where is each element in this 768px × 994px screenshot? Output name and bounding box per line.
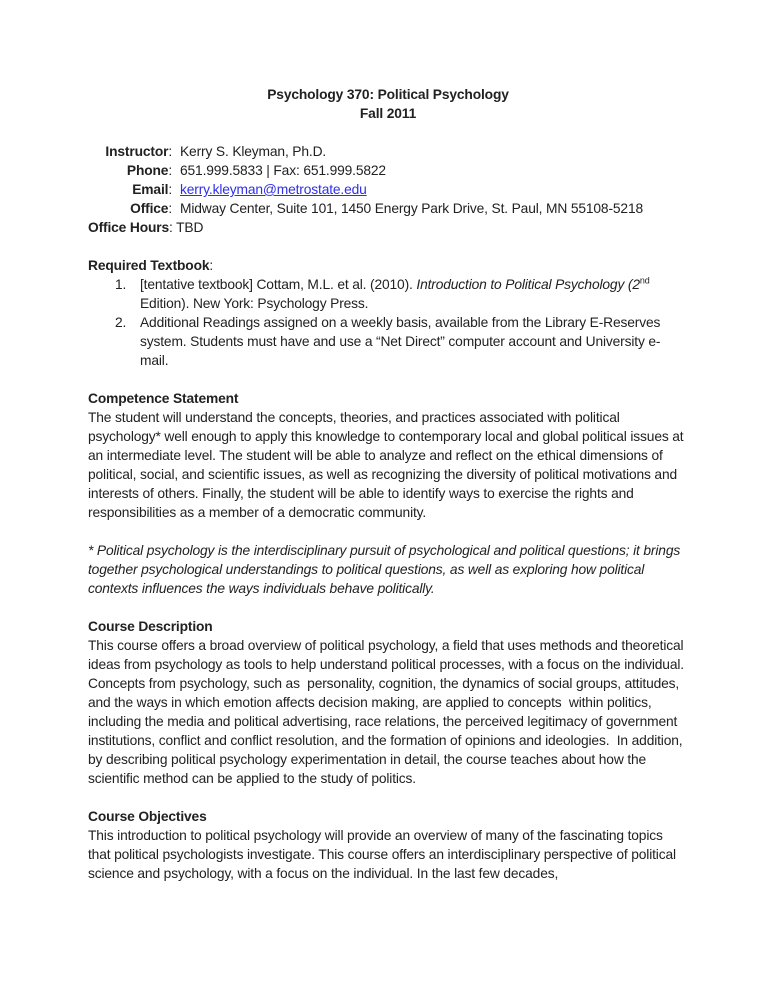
phone-label-sep: : — [168, 163, 172, 178]
instructor-label — [88, 142, 172, 161]
phone-label — [88, 161, 172, 180]
email-label-sep: : — [168, 182, 172, 197]
course-title: Psychology 370: Political Psychology — [267, 87, 509, 102]
instructor-label-text: Instructor — [105, 144, 169, 159]
competence-statement-section — [88, 389, 688, 598]
course-objectives-body: This introduction to political psychology will provide an overview of many of the fascinating topics that political psychologists investigate. This course offers an interdisciplinary perspective of political science and psychology, with a focus on the individual. In the last few decades, — [88, 828, 680, 881]
textbook-item-2-text: Additional Readings assigned on a weekly basis, available from the Library E-Reserves system. Students must have and use a “Net Direct” computer account and University e-mail. — [140, 315, 661, 368]
contact-row-email — [88, 180, 688, 199]
email-label — [88, 180, 172, 199]
office-label-sep: : — [168, 201, 172, 216]
office-hours-label: Office Hours — [88, 220, 169, 235]
textbook-item-1 — [115, 275, 688, 313]
office-hours-line — [88, 218, 688, 237]
competence-statement-heading: Competence Statement — [88, 391, 239, 406]
textbook-title-italic: Introduction to Political Psychology — [416, 277, 625, 292]
textbook-edition-superscript: nd — [639, 275, 650, 286]
office-hours-sep: : — [169, 220, 177, 235]
contact-row-instructor — [88, 142, 688, 161]
phone-label-text: Phone — [126, 163, 169, 178]
title-block — [88, 85, 688, 123]
textbook-item-2 — [115, 313, 688, 370]
phone-value: 651.999.5833 | Fax: 651.999.5822 — [180, 163, 386, 178]
required-textbook-heading: Required Textbook — [88, 258, 210, 273]
contact-info-section — [88, 142, 688, 237]
course-term: Fall 2011 — [359, 106, 417, 121]
required-textbook-heading-sep: : — [209, 258, 214, 273]
contact-row-phone — [88, 161, 688, 180]
instructor-label-sep: : — [168, 144, 172, 159]
textbook-edition-open: (2 — [624, 277, 640, 292]
textbook-citation-post: Edition). New York: Psychology Press. — [140, 296, 369, 311]
required-textbook-section — [88, 256, 688, 370]
course-description-heading: Course Description — [88, 619, 213, 634]
textbook-item-2-number: 2. — [115, 315, 127, 330]
office-label — [88, 199, 172, 218]
course-objectives-heading: Course Objectives — [88, 809, 207, 824]
textbook-item-1-number: 1. — [115, 277, 127, 292]
competence-statement-footnote: * Political psychology is the interdisciplinary pursuit of psychological and political questions; it brings together psychological understandings to political questions, as well as exploring how political contexts influences the ways individuals behave politically. — [88, 543, 684, 596]
office-value: Midway Center, Suite 101, 1450 Energy Park Drive, St. Paul, MN 55108-5218 — [180, 201, 643, 216]
office-label-text: Office — [130, 201, 169, 216]
instructor-value: Kerry S. Kleyman, Ph.D. — [180, 144, 327, 159]
required-textbook-heading-line — [88, 256, 688, 275]
course-description-section — [88, 617, 692, 788]
competence-statement-body: The student will understand the concepts, theories, and practices associated with political psychology* well enough to apply this knowledge to contemporary local and global political issues at an intermediate level. The student will be able to analyze and reflect on the ethical dimensions of political, social, and scientific issues, as well as recognizing the diversity of political motivations and interests of others. Finally, the student will be able to identify ways to exercise the rights and responsibilities as a member of a democratic community. — [88, 410, 688, 520]
office-hours-value: TBD — [176, 220, 204, 235]
course-objectives-section — [88, 807, 688, 883]
contact-row-office — [88, 199, 688, 218]
email-link[interactable]: kerry.kleyman@metrostate.edu — [180, 182, 367, 197]
textbook-citation-pre: [tentative textbook] Cottam, M.L. et al. (2010). — [140, 277, 417, 292]
email-label-text: Email — [132, 182, 169, 197]
textbook-item-1-text — [140, 275, 688, 313]
course-description-body: This course offers a broad overview of political psychology, a field that uses methods and theoretical ideas from psychology as tools to help understand political processes, with a focus on the individual. Concepts from psychology, such as personality, cognition, the dynamics of social groups, attitudes, and the ways in which emotion affects decision making, are applied to concepts within politics, including the media and political advertising, race relations, the perceived legitimacy of government institutions, conflict and conflict resolution, and the formation of opinions and ideologies. In addition, by describing political psychology experimentation in detail, the course teaches about how the scientific method can be applied to the study of politics. — [88, 638, 692, 786]
